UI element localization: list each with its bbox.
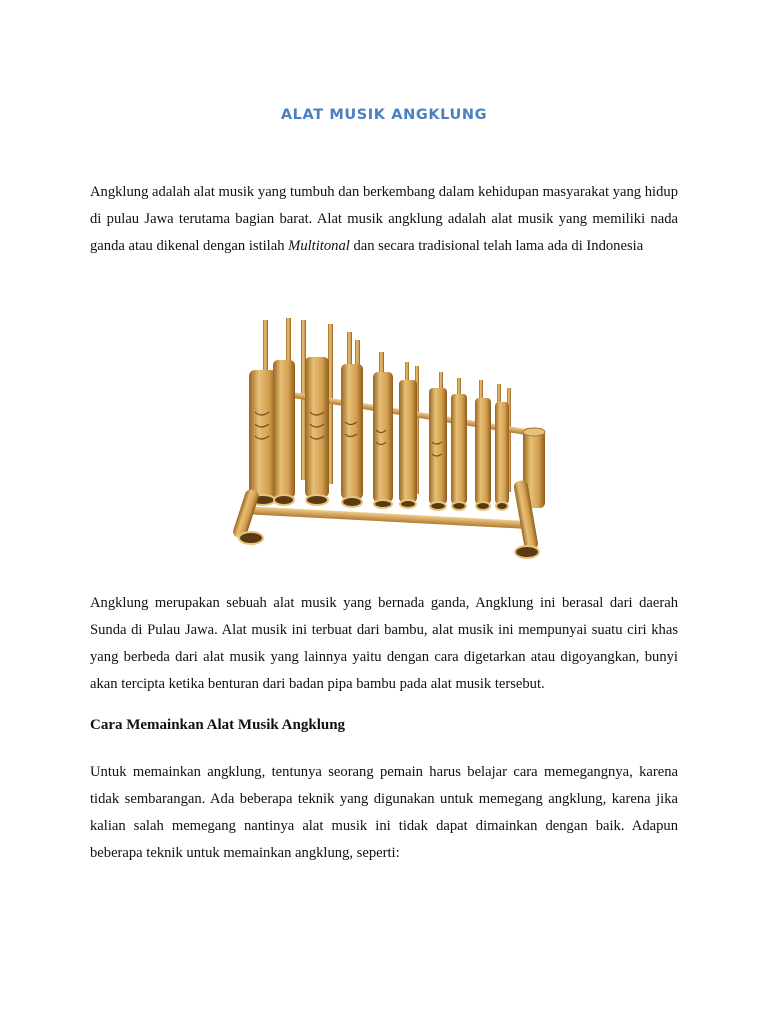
intro-text-after: dan secara tradisional telah lama ada di Indonesia (349, 238, 644, 254)
page-title: ALAT MUSIK ANGKLUNG (280, 107, 488, 123)
section-heading: Cara Memainkan Alat Musik Angklung (90, 717, 346, 733)
angklung-illustration (183, 312, 583, 567)
intro-paragraph (90, 179, 678, 260)
multitonal-term: Multitonal (288, 238, 350, 254)
intro-text-before: Angklung adalah alat musik yang tumbuh dan berkembang dalam kehidupan masyarakat yang hidup di pulau Jawa terutama bagian barat. Alat musik angklung adalah alat musik yang memiliki nada ganda atau dikenal dengan istilah (90, 184, 678, 254)
technique-paragraph: Untuk memainkan angklung, tentunya seorang pemain harus belajar cara memegangnya, karena tidak sembarangan. Ada beberapa teknik yang digunakan untuk memegang angklung, karena jika kalian salah memegang nantinya alat musik ini tidak dapat dimainkan dengan baik. Adapun beberapa teknik untuk memainkan angklung, seperti: (90, 764, 678, 861)
bamboo-tubes (249, 357, 545, 508)
description-paragraph: Angklung merupakan sebuah alat musik yang bernada ganda, Angklung ini berasal dari daerah Sunda di Pulau Jawa. Alat musik ini terbuat dari bambu, alat musik ini mempunyai suatu ciri khas yang berbeda dari alat musik yang lainnya yaitu dengan cara digetarkan atau digoyangkan, bunyi akan tercipta ketika benturan dari badan pipa bambu pada alat musik tersebut. (90, 595, 678, 692)
angklung-image (183, 312, 583, 567)
